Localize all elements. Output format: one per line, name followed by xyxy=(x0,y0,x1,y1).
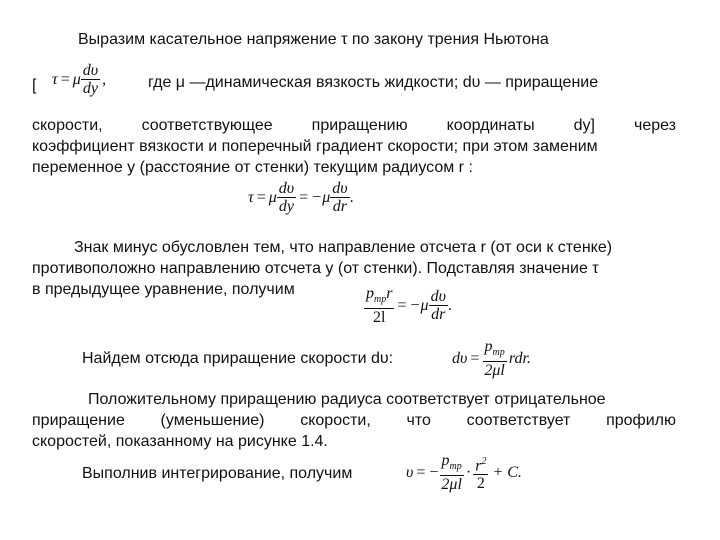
formula-tau-r xyxy=(248,180,354,215)
f-sub: тр xyxy=(449,461,462,473)
line-4: коэффициент вязкости и поперечный градиент скорости; при этом заменим xyxy=(32,138,598,155)
f-p: p xyxy=(484,338,493,355)
f-eq: = xyxy=(416,463,426,481)
f-minus: − xyxy=(312,188,322,206)
f-sub: тр xyxy=(492,347,505,359)
formula-pressure xyxy=(364,285,452,326)
f-tau: τ xyxy=(248,188,254,206)
numerator: dυ xyxy=(82,62,99,79)
denominator: dr xyxy=(332,198,348,215)
numerator: dυ xyxy=(332,180,348,197)
f-eq: = xyxy=(256,188,266,206)
p4-line-3: скоростей, показанному на рисунке 1.4. xyxy=(32,433,328,450)
where-text: где μ —динамическая вязкость жидкости; dυ — приращение xyxy=(148,74,599,91)
numerator: dυ xyxy=(278,180,295,197)
f-sup: 2 xyxy=(481,455,487,467)
f-tau: τ xyxy=(52,70,58,88)
line-5: переменное у (расстояние от стенки) текущим радиусом r : xyxy=(32,159,473,176)
fraction xyxy=(473,453,488,492)
f-mu: μ xyxy=(420,296,429,314)
p4-line-1: Положительному приращению радиуса соответствует отрицательное xyxy=(88,391,606,408)
f-eq: = xyxy=(60,70,70,88)
f-minus: − xyxy=(410,296,420,314)
formula-newton xyxy=(52,62,106,97)
f-sub: тр xyxy=(374,294,387,306)
denominator: 2 xyxy=(476,475,485,493)
f-mu: μ xyxy=(322,188,331,206)
f-p: p xyxy=(441,452,450,469)
p5-text: Выполнив интегрирование, получим xyxy=(82,465,353,482)
fraction xyxy=(277,180,296,215)
f-r: r xyxy=(475,457,482,475)
p2-line-1: Знак минус обусловлен тем, что направление отсчета r (от оси к стенке) xyxy=(74,239,613,256)
f-dv: dυ xyxy=(452,349,468,367)
denominator: 2μl xyxy=(441,476,462,494)
p3-text: Найдем отсюда приращение скорости dυ: xyxy=(82,350,394,367)
f-minus: − xyxy=(429,463,439,481)
formula-integral xyxy=(406,452,522,493)
line-3: скорости, соответствующее приращению координаты dy] через xyxy=(32,117,676,134)
intro-line: Выразим касательное напряжение τ по закону трения Ньютона xyxy=(78,31,549,48)
numerator xyxy=(483,338,507,362)
denominator: dr xyxy=(431,306,446,324)
f-eq: = xyxy=(470,349,480,367)
f-rdr: rdr. xyxy=(508,349,531,367)
numerator xyxy=(473,453,488,475)
f-eq: = xyxy=(299,188,309,206)
denominator: dy xyxy=(82,80,99,97)
fraction xyxy=(81,62,100,97)
bracket: [ xyxy=(32,77,37,94)
p2-line-2: противоположно направлению отсчета у (от стенки). Подставляя значение τ xyxy=(32,260,599,277)
fraction xyxy=(429,288,448,323)
f-r: r xyxy=(386,285,393,302)
numerator: dυ xyxy=(430,288,446,306)
f-dot: · xyxy=(465,463,472,481)
fraction xyxy=(482,338,506,379)
fraction xyxy=(330,180,349,215)
f-eq: = xyxy=(397,296,407,314)
numerator xyxy=(364,285,394,309)
numerator xyxy=(440,452,464,476)
f-period: . xyxy=(349,188,354,206)
p2-line-3: в предыдущее уравнение, получим xyxy=(32,281,295,298)
f-period: . xyxy=(447,296,452,314)
f-plus-c: + C. xyxy=(492,463,522,481)
f-comma: , xyxy=(102,70,107,88)
denominator: dy xyxy=(278,198,295,215)
f-mu: μ xyxy=(72,70,81,88)
f-v: υ xyxy=(406,463,414,481)
formula-dv xyxy=(452,338,531,379)
f-p: p xyxy=(366,285,374,302)
fraction xyxy=(364,285,394,326)
denominator: 2μl xyxy=(484,362,505,380)
fraction xyxy=(439,452,463,493)
denominator: 2l xyxy=(373,309,386,327)
f-mu: μ xyxy=(268,188,277,206)
p4-line-2: приращение (уменьшение) скорости, что соответствует профилю xyxy=(32,412,676,429)
